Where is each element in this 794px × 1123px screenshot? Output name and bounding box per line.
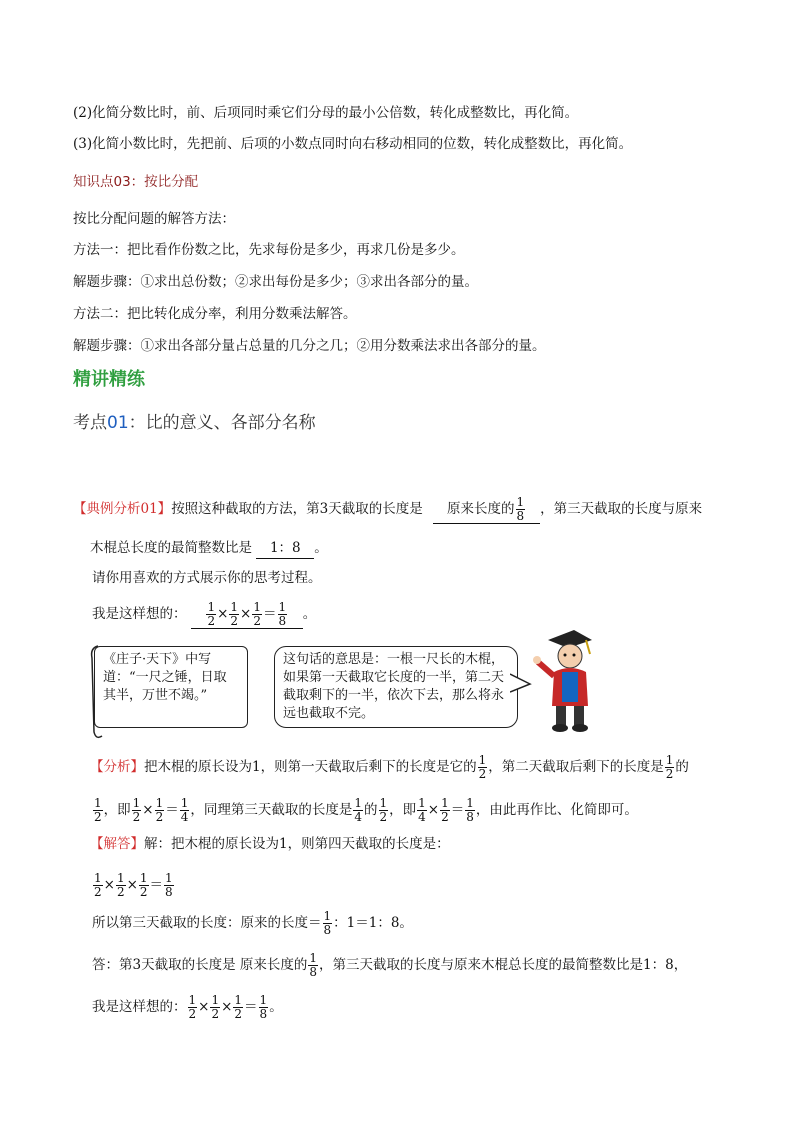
section-brand-title: 精讲精练 xyxy=(73,369,145,390)
fraction-1-8: $\frac{1}{8}$ xyxy=(516,495,525,523)
example-tag: 【典例分析01】 xyxy=(73,501,172,517)
scroll-quote-box: 《庄子·天下》中写道：“一尺之锤，日取其半，万世不竭。” xyxy=(94,646,248,728)
kp-method-1: 方法一：把比看作份数之比，先求每份是多少，再求几份是多少。 xyxy=(73,242,465,258)
solution-line-1: 【解答】解：把木棍的原长设为1，则第四天截取的长度是： xyxy=(90,836,450,852)
kaodian-prefix: 考点 xyxy=(73,413,107,433)
kp-method-2: 方法二：把比转化成分率，利用分数乘法解答。 xyxy=(73,306,357,322)
solution-tag: 【解答】 xyxy=(90,836,144,852)
method-2-text: (2)化简分数比时，前、后项同时乘它们分母的最小公倍数，转化成整数比，再化简。 xyxy=(73,105,579,121)
example-question-line-4 xyxy=(92,600,316,629)
kaodian-number: 01 xyxy=(107,413,129,433)
solution-answer-line: 答：第3天截取的长度是 原来长度的 $\frac{1}{8}$ ，第三天截取的长度与原来木棍总长度的最简整数比是1：8， xyxy=(92,951,688,979)
example-q2b: 。 xyxy=(314,540,328,556)
method-3-text: (3)化简小数比时，先把前、后项的小数点同时向右移动相同的位数，转化成整数比，再化简。 xyxy=(73,136,633,152)
kaodian-heading xyxy=(73,413,316,433)
answer-blank-2: 1：8 xyxy=(256,538,314,559)
cartoon-doctor-icon xyxy=(530,618,598,736)
speech-bubble: 这句话的意思是：一根一尺长的木棍，如果第一天截取它长度的一半，第二天截取剩下的一半，依次下去，那么将永远也截取不完。 xyxy=(274,646,518,728)
example-q2: 木棍总长度的最简整数比是 xyxy=(90,540,252,556)
solution-thinking-line: 我是这样想的： $\frac{1}{2}$ × $\frac{1}{2}$ × $\frac{1}{2}$ ＝ $\frac{1}{8}$ 。 xyxy=(92,993,283,1021)
scroll-roll-icon xyxy=(88,642,108,742)
solution-equation: $\frac{1}{2}$ × $\frac{1}{2}$ × $\frac{1}{2}$ ＝ $\frac{1}{8}$ xyxy=(94,871,173,899)
analysis-tag: 【分析】 xyxy=(90,759,144,775)
answer-blank-1 xyxy=(433,495,540,524)
kaodian-title: ：比的意义、各部分名称 xyxy=(128,413,316,433)
analysis-line-1: 【分析】把木棍的原长设为1，则第一天截取后剩下的长度是它的 $\frac{1}{2}$ ，第二天截取后剩下的长度是 $\frac{1}{2}$ 的 xyxy=(90,753,689,781)
analysis-line-2: $\frac{1}{2}$ ，即 $\frac{1}{2}$ × $\frac{1}{2}$ ＝ $\frac{1}{4}$ ，同理第三天截取的长度是 $\frac{1}{4}$ 的 $\frac{1}{2}$ ，即 $\frac{1}{4}$ × $\frac{1}{2}$ ＝ $\frac{1}{8}$ ，由此再作比、化简即可。 xyxy=(94,796,638,824)
example-q1: 按照这种截取的方法，第3天截取的长度是 xyxy=(171,501,423,517)
example-question-line-2 xyxy=(90,538,328,559)
example-q4b: 。 xyxy=(302,606,317,622)
example-q1b: ，第三天截取的长度与原来 xyxy=(540,501,703,517)
knowledge-point-title: 知识点03：按比分配 xyxy=(73,174,199,190)
example-q4: 我是这样想的： xyxy=(92,606,187,622)
answer-blank-3: $\frac{1}{2}$ × $\frac{1}{2}$ × $\frac{1}{2}$ ＝ $\frac{1}{8}$ xyxy=(191,600,303,629)
example-question-line-1 xyxy=(73,495,702,524)
kp-steps-2: 解题步骤：①求出各部分量占总量的几分之几；②用分数乘法求出各部分的量。 xyxy=(73,338,546,354)
example-question-line-3: 请你用喜欢的方式展示你的思考过程。 xyxy=(92,570,322,586)
kp-steps-1: 解题步骤：①求出总份数；②求出每份是多少；③求出各部分的量。 xyxy=(73,274,478,290)
solution-line-3: 所以第三天截取的长度：原来的长度＝ $\frac{1}{8}$ ：1＝1：8。 xyxy=(92,909,413,937)
speech-bubble-tail xyxy=(510,672,532,696)
blank-1-text: 原来长度的 xyxy=(447,501,515,517)
kp-intro: 按比分配问题的解答方法： xyxy=(73,211,235,227)
